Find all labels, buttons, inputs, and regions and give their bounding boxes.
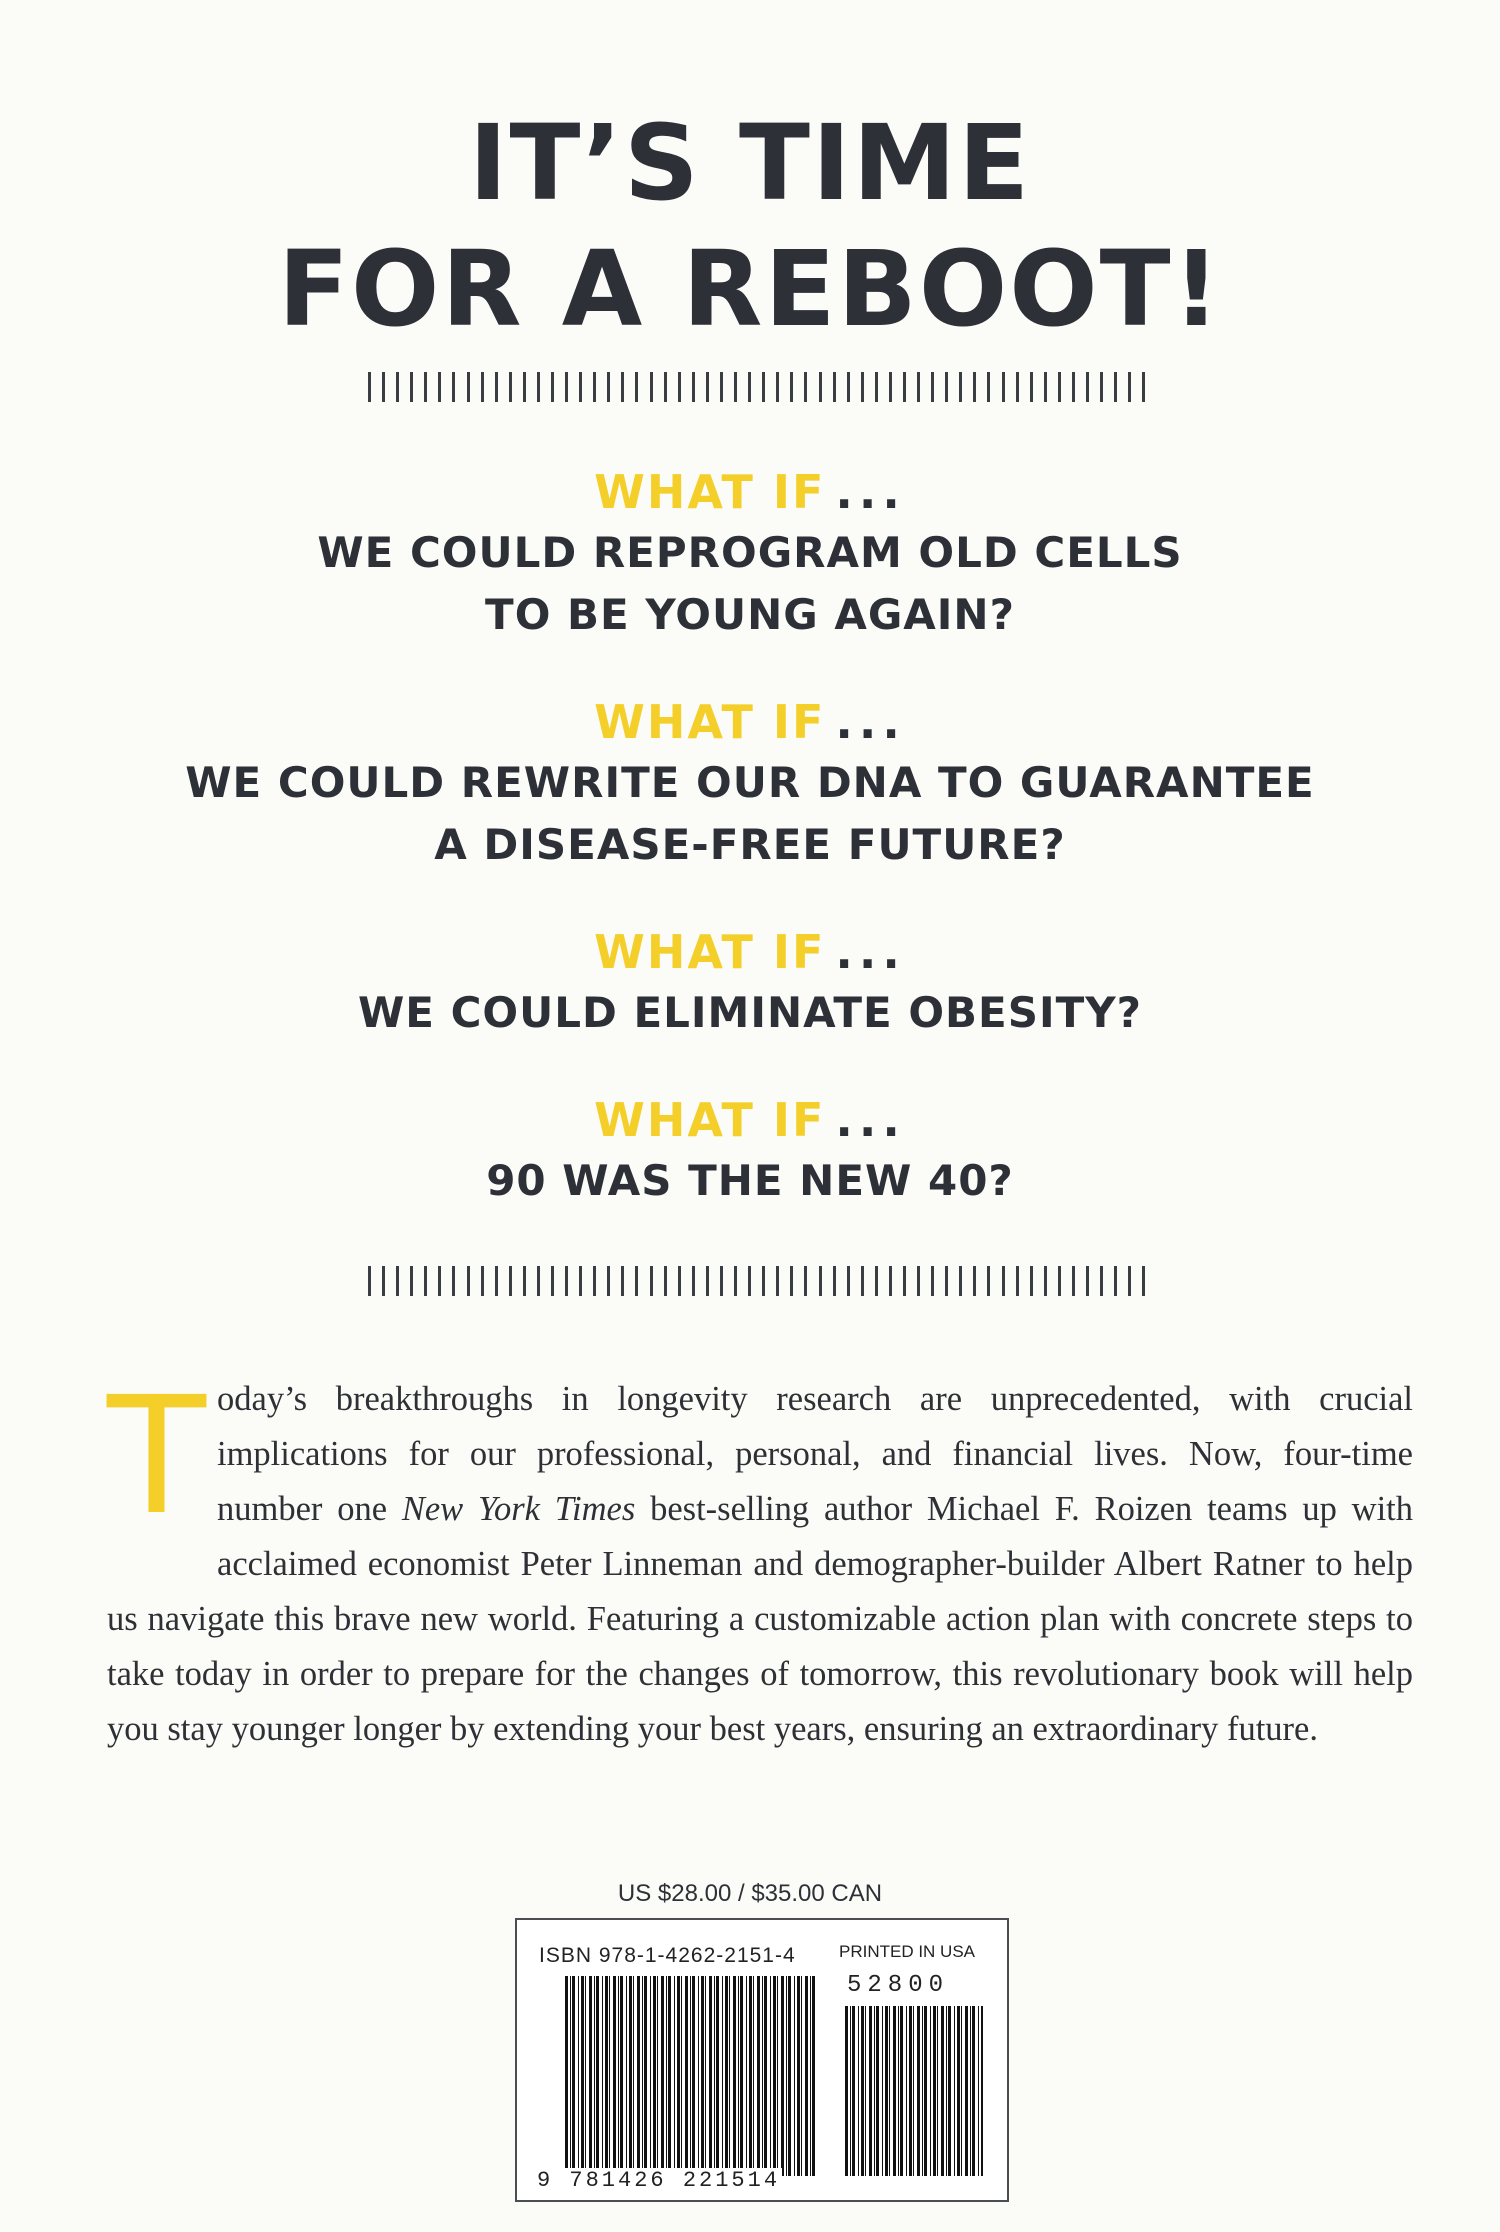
barcode-bar [906, 2006, 907, 2176]
barcode-bar [565, 1976, 568, 2176]
question-2 [0, 692, 1500, 876]
question-4 [0, 1090, 1500, 1212]
barcode-bar [738, 1976, 739, 2176]
barcode-bar [692, 1976, 695, 2176]
rule-tick [1142, 372, 1145, 402]
barcode-bar [786, 1976, 787, 2176]
barcode-bar [781, 1976, 784, 2176]
price-label: US $28.00 / $35.00 CAN [617, 1880, 883, 1907]
barcode-bar [677, 1976, 680, 2176]
printed-in-label: PRINTED IN USA [839, 1942, 976, 1961]
barcode-bar [701, 1976, 704, 2176]
headline [0, 100, 1500, 352]
rule-tick [790, 1266, 793, 1296]
barcode-bar [740, 1976, 743, 2176]
barcode-bar [725, 1976, 728, 2176]
divider-top [368, 372, 1146, 402]
barcode-bar [746, 1976, 747, 2176]
rule-tick [1128, 1266, 1131, 1296]
what-if-label [0, 692, 1500, 752]
rule-tick [1030, 372, 1033, 402]
barcode-bar [954, 2006, 955, 2176]
barcode-bar [972, 2006, 975, 2176]
barcode-bar [893, 2006, 896, 2176]
barcode-bar [674, 1976, 675, 2176]
rule-tick [804, 1266, 807, 1296]
rule-tick [438, 1266, 441, 1296]
rule-tick [481, 1266, 484, 1296]
rule-tick [467, 372, 470, 402]
barcode-bar [570, 1976, 571, 2176]
rule-tick [959, 372, 962, 402]
barcode-bar [770, 1976, 771, 2176]
rule-tick [621, 372, 624, 402]
what-if-lead: WHAT IF [594, 465, 826, 519]
barcode-bar [585, 1976, 586, 2176]
rule-tick [1002, 1266, 1005, 1296]
rule-tick [382, 372, 385, 402]
barcode-bar [948, 2006, 951, 2176]
rule-tick [748, 1266, 751, 1296]
barcode-bar [797, 1976, 800, 2176]
barcode-bar [794, 1976, 795, 2176]
rule-tick [1100, 1266, 1103, 1296]
rule-tick [368, 1266, 371, 1296]
rule-tick [734, 1266, 737, 1296]
barcode-bar [685, 1976, 688, 2176]
rule-tick [762, 1266, 765, 1296]
barcode-bar [965, 2006, 968, 2176]
barcode-bar [594, 1976, 595, 2176]
barcode-bar [889, 2006, 890, 2176]
barcode-bar [642, 1976, 643, 2176]
barcode-bar [733, 1976, 736, 2176]
rule-tick [861, 372, 864, 402]
what-if-label [0, 922, 1500, 982]
headline-line-2: FOR A REBOOT! [277, 228, 1223, 350]
barcode-supplement-icon [845, 2006, 983, 2176]
barcode-bar [882, 2006, 883, 2176]
barcode-bar [729, 1976, 730, 2176]
rule-tick [565, 372, 568, 402]
rule-tick [987, 1266, 990, 1296]
rule-tick [635, 372, 638, 402]
rule-tick [368, 372, 371, 402]
rule-tick [1058, 372, 1061, 402]
rule-tick [692, 372, 695, 402]
rule-tick [635, 1266, 638, 1296]
rule-tick [875, 1266, 878, 1296]
rule-tick [692, 1266, 695, 1296]
rule-tick [509, 372, 512, 402]
rule-tick [734, 372, 737, 402]
barcode-bar [633, 1976, 634, 2176]
barcode-bar [698, 1976, 699, 2176]
rule-tick [593, 1266, 596, 1296]
barcode-bar [850, 2006, 851, 2176]
barcode-bar [957, 2006, 960, 2176]
barcode-bar [668, 1976, 671, 2176]
rule-tick [931, 372, 934, 402]
barcode-bar [978, 2006, 979, 2176]
rule-tick [396, 372, 399, 402]
barcode-bar [981, 2006, 983, 2176]
rule-tick [720, 372, 723, 402]
divider-bottom [368, 1266, 1146, 1296]
barcode-bar [810, 1976, 811, 2176]
barcode-bar [869, 2006, 872, 2176]
rule-tick [819, 1266, 822, 1296]
rule-tick [1058, 1266, 1061, 1296]
rule-tick [1072, 1266, 1075, 1296]
barcode-bar [661, 1976, 664, 2176]
rule-tick [621, 1266, 624, 1296]
question-line: TO BE YOUNG AGAIN? [485, 590, 1015, 639]
rule-tick [973, 1266, 976, 1296]
rule-tick [424, 372, 427, 402]
barcode-bar [581, 1976, 584, 2176]
rule-tick [551, 372, 554, 402]
question-line: WE COULD ELIMINATE OBESITY? [357, 988, 1143, 1037]
rule-tick [1016, 372, 1019, 402]
rule-tick [678, 372, 681, 402]
rule-tick [593, 372, 596, 402]
rule-tick [790, 372, 793, 402]
barcode-bar [657, 1976, 658, 2176]
barcode-bar [596, 1976, 599, 2176]
barcode-bar [861, 2006, 864, 2176]
barcode-bar [716, 1976, 719, 2176]
rule-tick [565, 1266, 568, 1296]
rule-tick [650, 1266, 653, 1296]
barcode-bar [898, 2006, 899, 2176]
barcode-bar [613, 1976, 616, 2176]
blurb-italic-title: New York Times [401, 1490, 636, 1528]
rule-tick [537, 1266, 540, 1296]
rule-tick [776, 1266, 779, 1296]
rule-tick [424, 1266, 427, 1296]
barcode-bar [629, 1976, 632, 2176]
barcode-bar [618, 1976, 619, 2176]
rule-tick [931, 1266, 934, 1296]
rule-tick [945, 1266, 948, 1296]
rule-tick [452, 1266, 455, 1296]
rule-tick [664, 1266, 667, 1296]
rule-tick [748, 372, 751, 402]
barcode-bar [874, 2006, 875, 2176]
rule-tick [495, 1266, 498, 1296]
rule-tick [833, 372, 836, 402]
barcode-bar [812, 1976, 815, 2176]
barcode-bar [666, 1976, 667, 2176]
rule-tick [396, 1266, 399, 1296]
barcode-bar [922, 2006, 923, 2176]
rule-tick [819, 372, 822, 402]
barcode-bar [650, 1976, 651, 2176]
rule-tick [523, 1266, 526, 1296]
barcode-bar [714, 1976, 715, 2176]
rule-tick [776, 372, 779, 402]
barcode-bar [589, 1976, 592, 2176]
barcode-bar [753, 1976, 754, 2176]
question-1 [0, 462, 1500, 646]
question-3 [0, 922, 1500, 1044]
rule-tick [889, 1266, 892, 1296]
barcode-bar [805, 1976, 808, 2176]
barcode-bar [937, 2006, 938, 2176]
what-if-lead: WHAT IF [594, 1093, 826, 1147]
rule-tick [1002, 372, 1005, 402]
what-if-lead: WHAT IF [594, 695, 826, 749]
rule-tick [889, 372, 892, 402]
rule-tick [903, 1266, 906, 1296]
rule-tick [551, 1266, 554, 1296]
question-line: A DISEASE-FREE FUTURE? [434, 820, 1066, 869]
barcode-bar [917, 2006, 920, 2176]
what-if-lead: WHAT IF [594, 925, 826, 979]
what-if-dots: ... [835, 695, 906, 749]
rule-tick [706, 1266, 709, 1296]
rule-tick [1044, 1266, 1047, 1296]
barcode-bar [578, 1976, 579, 2176]
rule-tick [650, 372, 653, 402]
what-if-dots: ... [835, 1093, 906, 1147]
barcode-bar [605, 1976, 608, 2176]
question-line: WE COULD REWRITE OUR DNA TO GUARANTEE [185, 758, 1315, 807]
barcode-bar [602, 1976, 603, 2176]
barcode-bar [941, 2006, 944, 2176]
rule-tick [917, 1266, 920, 1296]
barcode-bar [858, 2006, 859, 2176]
rule-tick [903, 372, 906, 402]
rule-tick [804, 372, 807, 402]
rule-tick [537, 372, 540, 402]
rule-tick [1128, 372, 1131, 402]
barcode-bar [690, 1976, 691, 2176]
rule-tick [678, 1266, 681, 1296]
rule-tick [959, 1266, 962, 1296]
rule-tick [410, 1266, 413, 1296]
barcode-bar [709, 1976, 712, 2176]
barcode-bar [644, 1976, 647, 2176]
rule-tick [438, 372, 441, 402]
rule-tick [607, 372, 610, 402]
rule-tick [720, 1266, 723, 1296]
barcode-bar [876, 2006, 879, 2176]
what-if-label [0, 1090, 1500, 1150]
barcode-bar [777, 1976, 778, 2176]
headline-line-1: IT’S TIME [468, 102, 1032, 224]
rule-tick [1086, 1266, 1089, 1296]
barcode-bar [722, 1976, 723, 2176]
rule-tick [945, 372, 948, 402]
barcode-bar [788, 1976, 791, 2176]
barcode-bar [757, 1976, 760, 2176]
rule-tick [1030, 1266, 1033, 1296]
barcode-bar [930, 2006, 931, 2176]
rule-tick [410, 372, 413, 402]
blurb-text-2: best-selling author Michael F. Roizen teams up with acclaimed economist Peter Linneman and demographer-builder Albert Ratner to help us navigate this brave new world. Featuring a customizable action plan with concrete steps to take today in order to prepare for the changes of tomorrow, this revolutionary book will help you stay younger longer by extending your best years, ensuring an extraordinary future. [107, 1490, 1413, 1748]
question-line: WE COULD REPROGRAM OLD CELLS [317, 528, 1183, 577]
price-code: 52800 [847, 1972, 950, 1999]
blurb-text-1: oday’s breakthroughs in longevity research are unprecedented, with crucial implications for our professional, personal, and financial lives. Now, four-time number one [217, 1380, 1413, 1528]
barcode-bar [961, 2006, 962, 2176]
rule-tick [1072, 372, 1075, 402]
barcode-bar [620, 1976, 623, 2176]
barcode-bar [885, 2006, 888, 2176]
barcode-bar [773, 1976, 776, 2176]
rule-tick [579, 1266, 582, 1296]
rule-tick [523, 372, 526, 402]
rule-tick [481, 372, 484, 402]
rule-tick [847, 372, 850, 402]
rule-tick [706, 372, 709, 402]
barcode-bar [681, 1976, 682, 2176]
barcode-main-icon [565, 1976, 815, 2176]
question-line: 90 WAS THE NEW 40? [486, 1156, 1014, 1205]
rule-tick [833, 1266, 836, 1296]
barcode-panel [515, 1918, 1009, 2202]
barcode-bar [637, 1976, 640, 2176]
rule-tick [847, 1266, 850, 1296]
barcode-bar [609, 1976, 610, 2176]
barcode-bar [933, 2006, 936, 2176]
what-if-dots: ... [835, 465, 906, 519]
barcode-bar [801, 1976, 802, 2176]
rule-tick [495, 372, 498, 402]
barcode-bar [762, 1976, 763, 2176]
rule-tick [1142, 1266, 1145, 1296]
barcode-bar [705, 1976, 706, 2176]
barcode-bar [749, 1976, 752, 2176]
rule-tick [452, 372, 455, 402]
rule-tick [1044, 372, 1047, 402]
rule-tick [917, 372, 920, 402]
barcode-bar [764, 1976, 767, 2176]
barcode-bar [865, 2006, 866, 2176]
rule-tick [973, 372, 976, 402]
barcode-bar [924, 2006, 927, 2176]
rule-tick [382, 1266, 385, 1296]
rule-tick [861, 1266, 864, 1296]
rule-tick [1114, 372, 1117, 402]
barcode-bar [900, 2006, 903, 2176]
rule-tick [467, 1266, 470, 1296]
rule-tick [664, 372, 667, 402]
rule-tick [1086, 372, 1089, 402]
barcode-bar [845, 2006, 848, 2176]
ean-digits: 9 781426 221514 [537, 2168, 781, 2193]
barcode-bar [946, 2006, 947, 2176]
isbn-text: ISBN 978-1-4262-2151-4 [539, 1944, 796, 1967]
rule-tick [1100, 372, 1103, 402]
rule-tick [1114, 1266, 1117, 1296]
rule-tick [762, 372, 765, 402]
barcode-bar [653, 1976, 656, 2176]
drop-cap: T [107, 1363, 206, 1551]
rule-tick [1016, 1266, 1019, 1296]
rule-tick [607, 1266, 610, 1296]
barcode-bar [852, 2006, 855, 2176]
rule-tick [579, 372, 582, 402]
barcode-bar [909, 2006, 912, 2176]
rule-tick [875, 372, 878, 402]
barcode-bar [913, 2006, 914, 2176]
rule-tick [987, 372, 990, 402]
barcode-bar [626, 1976, 627, 2176]
barcode-bar [572, 1976, 575, 2176]
what-if-label [0, 462, 1500, 522]
description-blurb [107, 1363, 1413, 1757]
rule-tick [509, 1266, 512, 1296]
barcode-bar [970, 2006, 971, 2176]
what-if-dots: ... [835, 925, 906, 979]
